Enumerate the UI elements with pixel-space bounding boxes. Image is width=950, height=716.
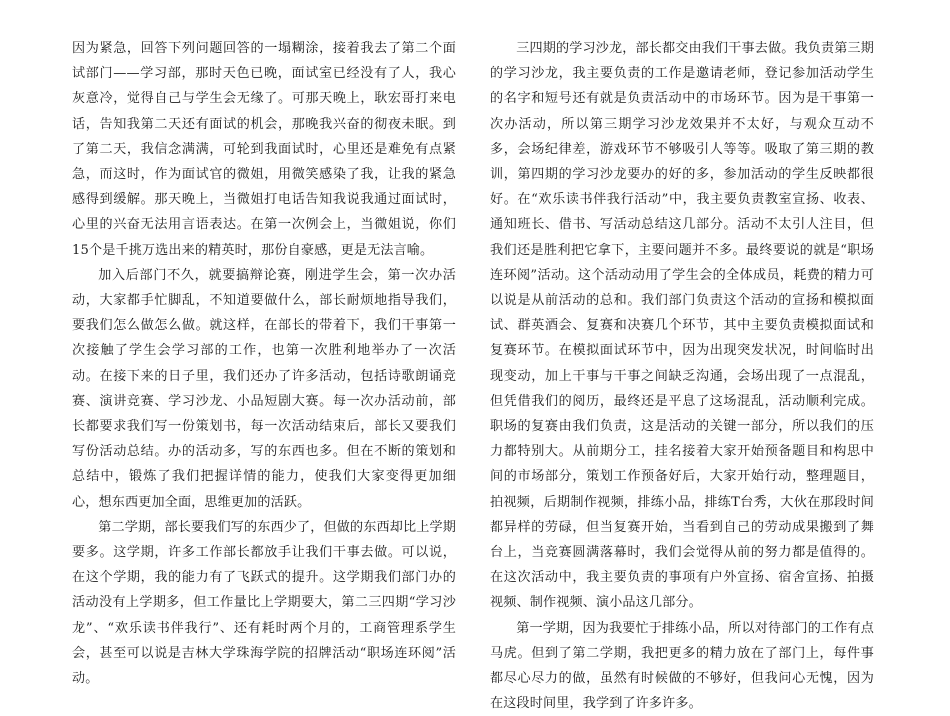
paragraph: 第一学期，因为我要忙于排练小品，所以对待部门的工作有点马虎。但到了第二学期，我把更多的精力放在了部门上，每件事都尽心尽力的做，虽然有时候做的不够好，但我问心无愧，因为在这段时间里，我学到了许多许多。 xyxy=(490,620,874,712)
paragraph: 因为紧急，回答下列问题回答的一塌糊涂，接着我去了第二个面试部门——学习部，那时天色已晚，面试室已经没有了人，我心灰意冷，觉得自己与学生会无缘了。可那天晚上，耿宏哥打来电话，告知我第二天还有面试的机会，那晚我兴奋的彻夜未眠。到了第二天，我信念满满，可轮到我面试时，心里还是难免有点紧急，而这时，作为面试官的微姐，用微笑感染了我，让我的紧急感得到缓解。那天晚上，当微姐打电话告知我说我通过面试时，心里的兴奋无法用言语表达。在第一次例会上，当微姐说，你们15个是千挑万选出来的精英时，那份自豪感，更是无法言喻。 xyxy=(72,41,456,258)
right-column xyxy=(490,36,874,716)
left-column xyxy=(72,36,456,691)
paragraph: 第二学期，部长要我们写的东西少了，但做的东西却比上学期要多。这学期，许多工作部长都放手让我们干事去做。可以说，在这个学期，我的能力有了飞跃式的提升。这学期我们部门办的活动没有上学期多，但工作量比上学期要大，第二三四期“学习沙龙”、“欢乐读书伴我行”、还有耗时两个月的，工商管理系学生会，甚至可以说是吉林大学珠海学院的招牌活动“职场连环阅”活动。 xyxy=(72,519,456,687)
paragraph: 加入后部门不久，就要搞辩论赛，刚进学生会，第一次办活动，大家都手忙脚乱，不知道要做什么，部长耐烦地指导我们，要我们怎么做怎么做。就这样，在部长的带着下，我们干事第一次接触了学生会学习部的工作，也第一次胜利地举办了一次活动。在接下来的日子里，我们还办了许多活动，包括诗歌朗诵竞赛、演讲竞赛、学习沙龙、小品短剧大赛。每一次办活动前，部长都要求我们写一份策划书，每一次活动结束后，部长又要我们写份活动总结。办的活动多，写的东西也多。但在不断的策划和总结中，锻炼了我们把握详情的能力，使我们大家变得更加细心，想东西更加全面，思维更加的活跃。 xyxy=(72,267,456,510)
paragraph: 三四期的学习沙龙，部长都交由我们干事去做。我负责第三期的学习沙龙，我主要负责的工作是邀请老师，登记参加活动学生的名字和短号还有就是负责活动中的市场环节。因为是干事第一次办活动，所以第三期学习沙龙效果并不太好，与观众互动不多，会场纪律差，游戏环节不够吸引人等等。吸取了第三期的教训，第四期的学习沙龙要办的好的多，参加活动的学生反映都很好。在“欢乐读书伴我行活动”中，我主要负责教室宣扬、收表、通知班长、借书、写活动总结这几部分。活动不太引人注目，但我们还是胜利把它拿下，主要问题并不多。最终要说的就是“职场连环阅”活动。这个活动动用了学生会的全体成员，耗费的精力可以说是从前活动的总和。我们部门负责这个活动的宣扬和模拟面试、群英酒会、复赛和决赛几个环节，其中主要负责模拟面试和复赛环节。在模拟面试环节中，因为出现突发状况，时间临时出现变动，加上干事与干事之间缺乏沟通，会场出现了一点混乱，但凭借我们的阅历，最终还是平息了这场混乱，活动顺利完成。职场的复赛由我们负责，这是活动的关键一部分，所以我们的压力都特别大。从前期分工，挂名接着大家开始预备题目和构思中间的市场部分，策划工作预备好后，大家开始行动，整理题目，拍视频，后期制作视频，排练小品，排练T台秀，大伙在那段时间都异样的劳碌，但当复赛开始，当看到自己的劳动成果搬到了舞台上，当竞赛圆满落幕时，我们会觉得从前的努力都是值得的。在这次活动中，我主要负责的事项有户外宣扬、宿舍宣扬、拍摄视频、制作视频、演小品这几部分。 xyxy=(490,41,874,611)
